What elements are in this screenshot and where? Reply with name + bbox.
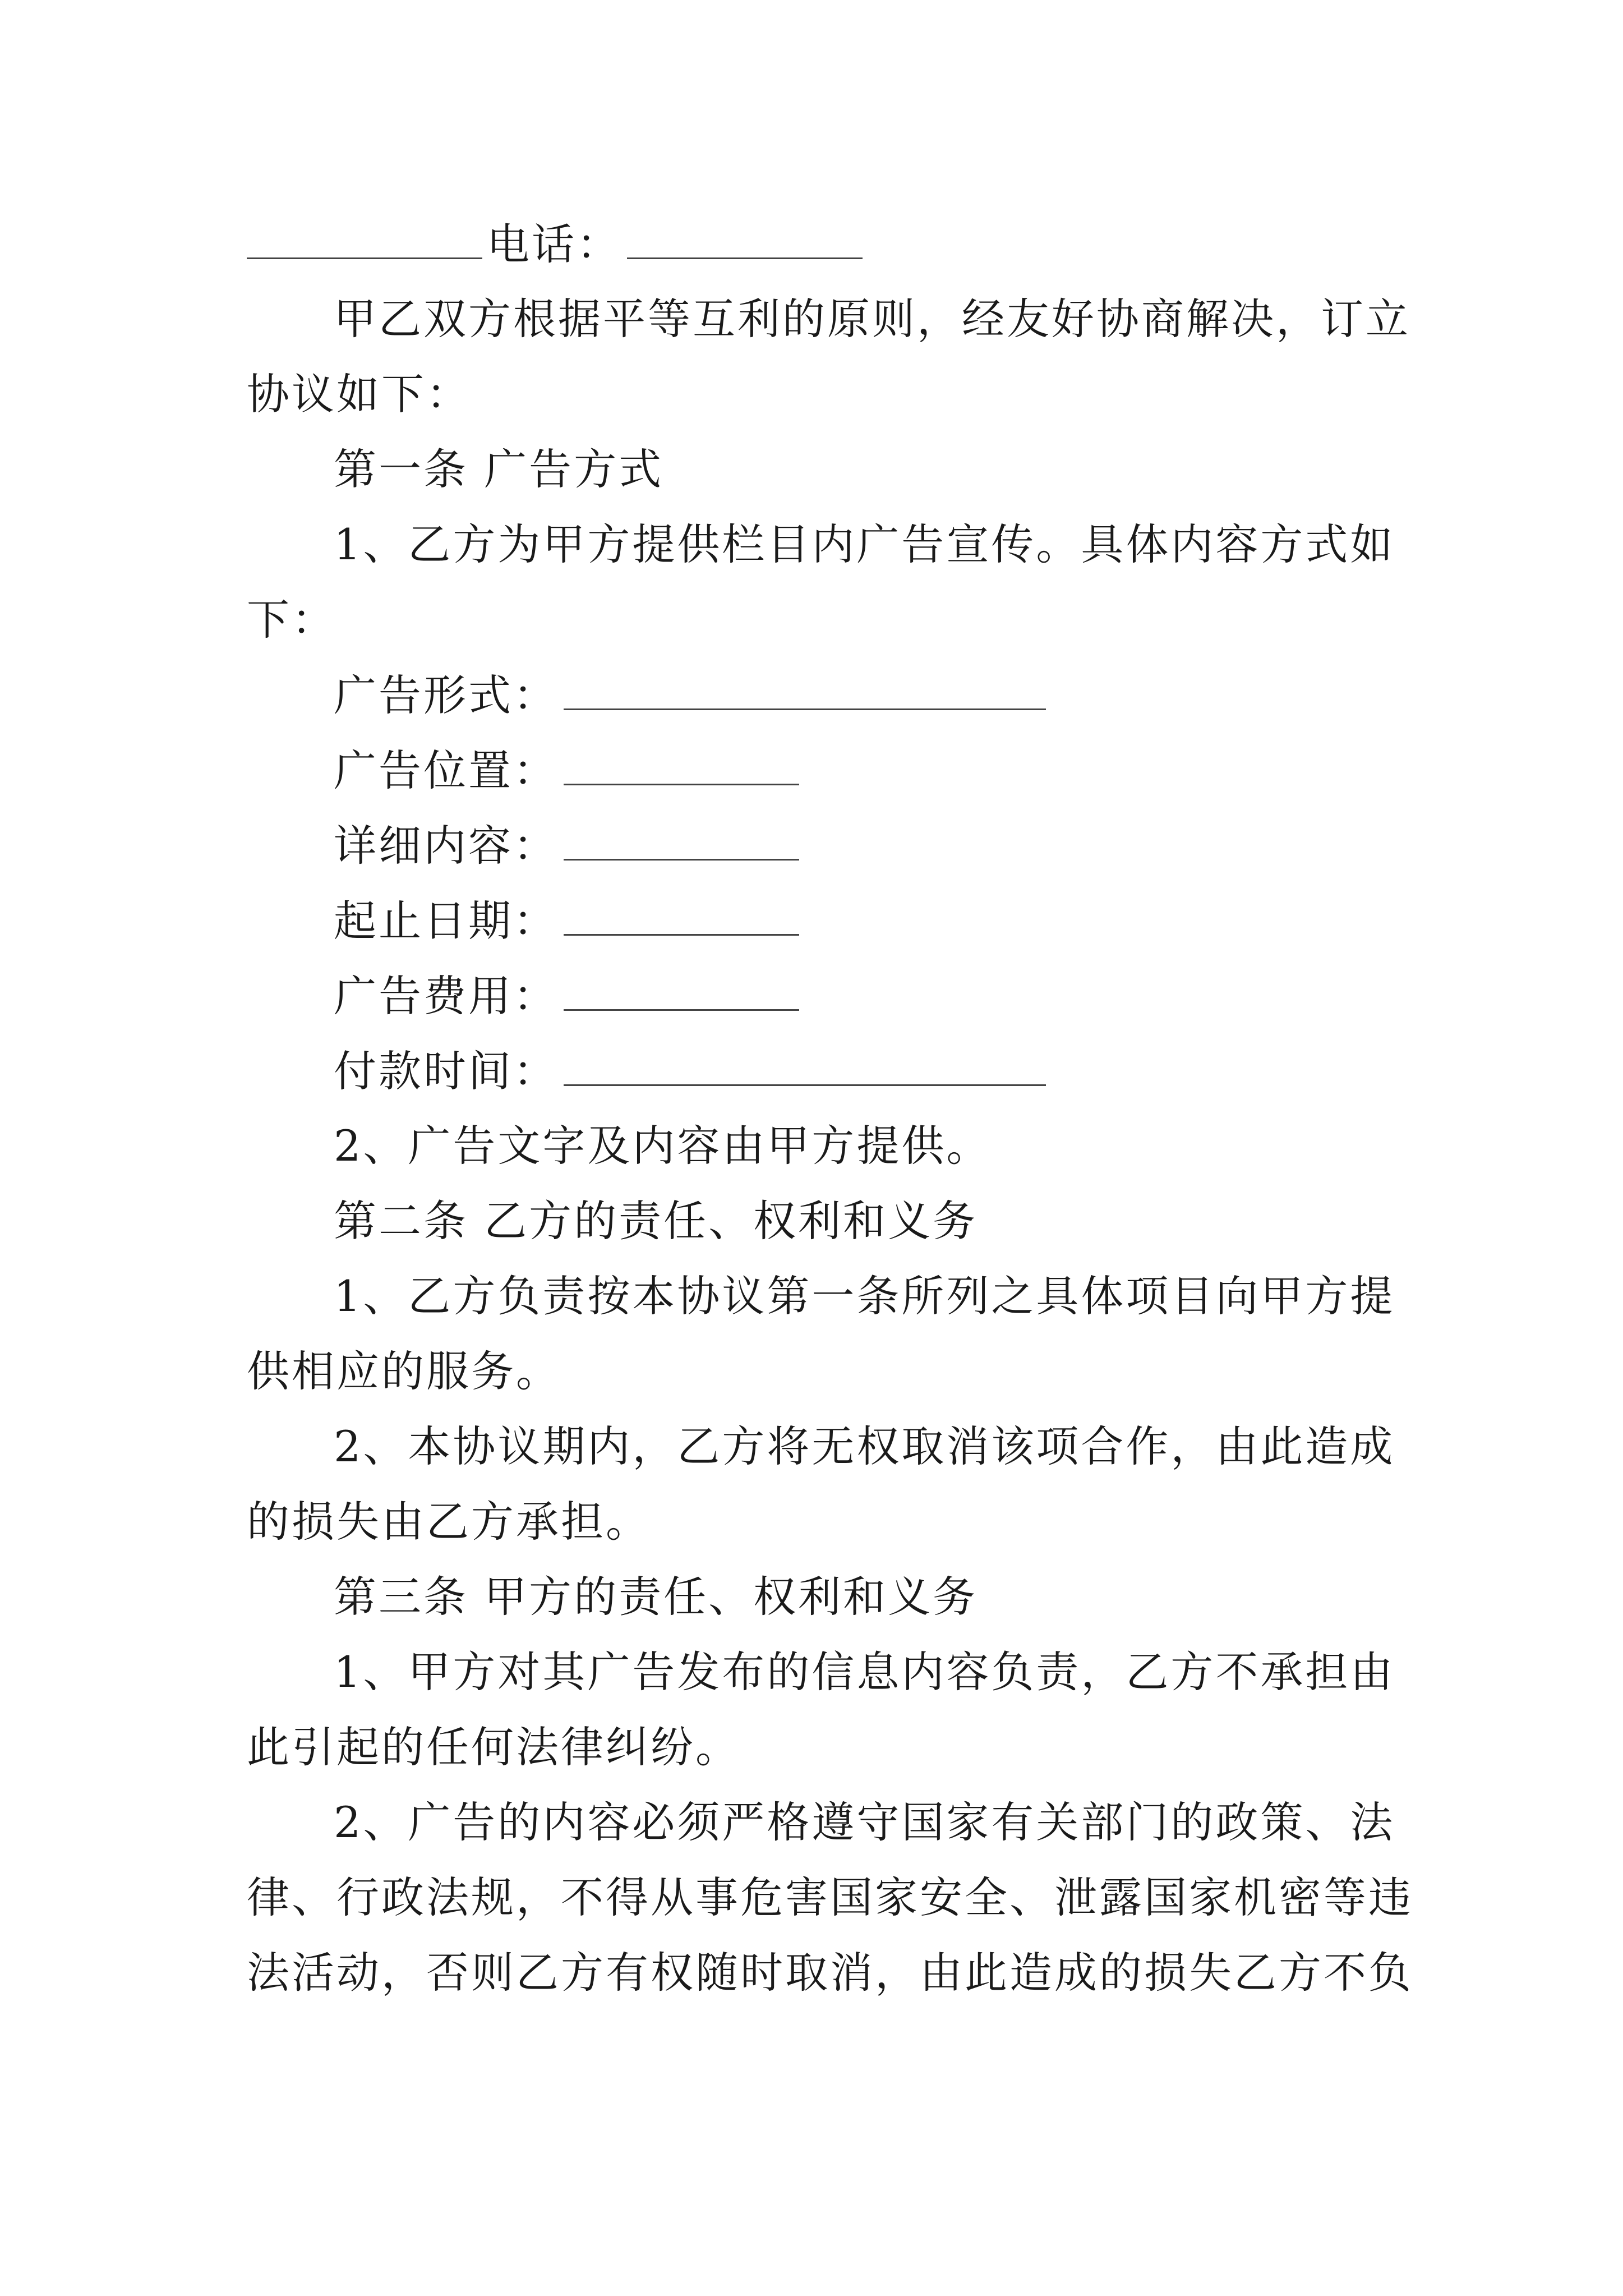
- article2-item2-line2: 的损失由乙方承担。: [247, 1497, 651, 1547]
- article2-item1-line1: 1、乙方负责按本协议第一条所列之具体项目向甲方提: [334, 1271, 1395, 1321]
- phone-blank[interactable]: [627, 216, 863, 259]
- intro-paragraph-line2: 协议如下：: [247, 369, 471, 419]
- article2-title: 第二条 乙方的责任、权利和义务: [334, 1196, 978, 1246]
- field-blank[interactable]: [564, 742, 799, 785]
- article1-item1-line1: 1、乙方为甲方提供栏目内广告宣传。具体内容方式如: [334, 519, 1395, 569]
- article1-item2: 2、广告文字及内容由甲方提供。: [334, 1121, 992, 1171]
- article1-item1-line2: 下：: [247, 595, 336, 645]
- field-ad-form: [334, 667, 1046, 724]
- field-label: 广告位置：: [334, 746, 558, 795]
- intro-paragraph-line1: 甲乙双方根据平等互利的原则，经友好协商解决，订立: [334, 294, 1410, 344]
- field-label: 起止日期：: [334, 896, 558, 946]
- article3-item2-line2: 律、行政法规，不得从事危害国家安全、泄露国家机密等违: [247, 1872, 1413, 1922]
- contact-line: [247, 216, 863, 273]
- field-date-range: [334, 892, 799, 949]
- phone-label: 电话：: [487, 219, 621, 269]
- field-payment-time: [334, 1043, 1046, 1099]
- article3-item1-line1: 1、甲方对其广告发布的信息内容负责，乙方不承担由: [334, 1647, 1395, 1697]
- field-label: 详细内容：: [334, 821, 558, 871]
- article3-title: 第三条 甲方的责任、权利和义务: [334, 1572, 978, 1622]
- article3-item2-line3: 法活动，否则乙方有权随时取消，由此造成的损失乙方不负: [247, 1948, 1413, 1998]
- field-label: 广告费用：: [334, 971, 558, 1021]
- field-label: 付款时间：: [334, 1046, 558, 1096]
- article3-item2-line1: 2、广告的内容必须严格遵守国家有关部门的政策、法: [334, 1797, 1395, 1847]
- field-label: 广告形式：: [334, 670, 558, 720]
- article2-item1-line2: 供相应的服务。: [247, 1346, 561, 1396]
- field-details: [334, 817, 799, 874]
- field-blank[interactable]: [564, 892, 799, 936]
- field-ad-position: [334, 742, 799, 799]
- article2-item2-line1: 2、本协议期内，乙方将无权取消该项合作，由此造成: [334, 1421, 1395, 1471]
- name-blank[interactable]: [247, 216, 482, 259]
- field-blank[interactable]: [564, 968, 799, 1011]
- field-blank[interactable]: [564, 817, 799, 861]
- article1-title: 第一条 广告方式: [334, 444, 664, 494]
- article3-item1-line2: 此引起的任何法律纠纷。: [247, 1722, 740, 1772]
- field-blank[interactable]: [564, 667, 1046, 710]
- field-blank[interactable]: [564, 1043, 1046, 1086]
- field-ad-fee: [334, 968, 799, 1024]
